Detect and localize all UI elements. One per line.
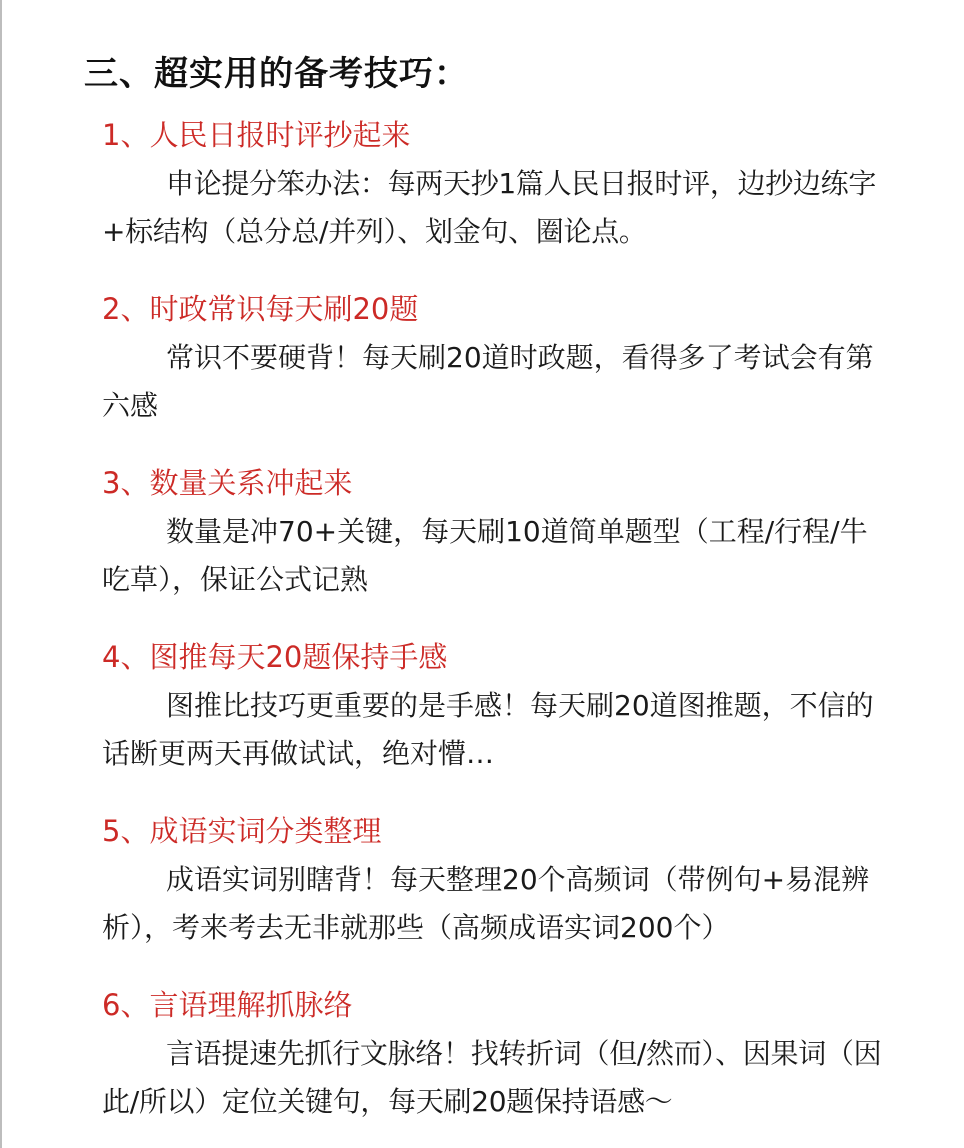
tip-heading: 5、成语实词分类整理 [102,814,382,848]
tip-section-6 [102,982,892,1126]
tip-heading: 6、言语理解抓脉络 [102,988,353,1022]
tip-heading: 1、人民日报时评抄起来 [102,118,411,152]
tip-heading: 3、数量关系冲起来 [102,466,353,500]
page-title: 三、超实用的备考技巧： [84,54,469,94]
tip-body: 言语提速先抓行文脉络！找转折词（但/然而）、因果词（因此/所以）定位关键句，每天刷20题保持语感～ [102,1037,882,1118]
tip-heading: 4、图推每天20题保持手感 [102,640,448,674]
tip-body: 常识不要硬背！每天刷20道时政题，看得多了考试会有第六感 [102,341,874,422]
tip-body: 数量是冲70+关键，每天刷10道简单题型（工程/行程/牛吃草），保证公式记熟 [102,515,868,596]
page-edge-divider [0,0,2,1148]
tip-section-4 [102,634,892,778]
tip-section-1 [102,112,892,256]
tip-body: 成语实词别瞎背！每天整理20个高频词（带例句+易混辨析），考来考去无非就那些（高频成语实词200个） [102,863,870,944]
tip-section-5 [102,808,892,952]
tip-heading: 2、时政常识每天刷20题 [102,292,419,326]
tip-body: 图推比技巧更重要的是手感！每天刷20道图推题，不信的话断更两天再做试试，绝对懵… [102,689,874,770]
tip-section-3 [102,460,892,604]
tip-body: 申论提分笨办法：每两天抄1篇人民日报时评，边抄边练字+标结构（总分总/并列）、划金句、圈论点。 [102,167,877,248]
tip-section-2 [102,286,892,430]
